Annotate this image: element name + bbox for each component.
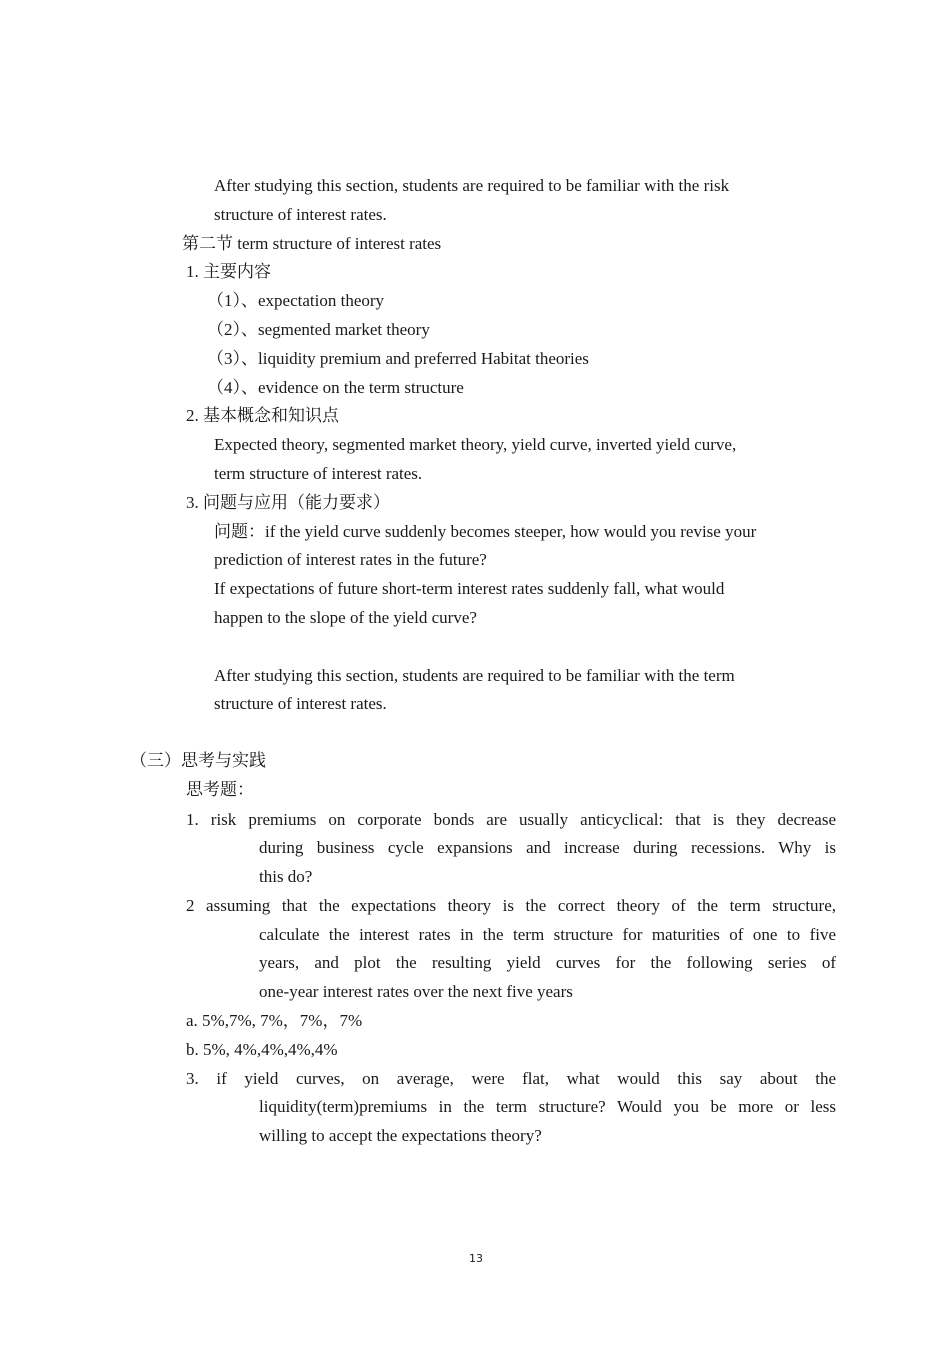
section1-outro-line1: After studying this section, students are required to be familiar with the risk xyxy=(214,176,730,195)
question1-line3: this do? xyxy=(259,867,313,886)
question2-line1: 2 assuming that the expectations theory is the correct theory of the term structure, xyxy=(186,896,836,915)
section2-heading: 第二节 term structure of interest rates xyxy=(182,234,442,253)
question2-line3: years, and plot the resulting yield curves for the following series of xyxy=(259,953,836,972)
question3-line2: liquidity(term)premiums in the term structure? Would you be more or less xyxy=(259,1097,836,1116)
list-item: （2）、segmented market theory xyxy=(207,320,430,339)
section2-outro-line1: After studying this section, students are required to be familiar with the term xyxy=(214,666,735,685)
application-question-line1: 问题：if the yield curve suddenly becomes steeper, how would you revise your xyxy=(214,522,757,541)
question1-line2: during business cycle expansions and increase during recessions. Why is xyxy=(259,838,836,857)
list-item: （3）、liquidity premium and preferred Habitat theories xyxy=(207,349,589,368)
series-a: a. 5%,7%, 7%，7%，7% xyxy=(186,1011,363,1030)
series-b: b. 5%, 4%,4%,4%,4% xyxy=(186,1040,338,1059)
practice-subheading: 思考题： xyxy=(186,780,254,799)
concepts-line2: term structure of interest rates. xyxy=(214,464,423,483)
page-number: 13 xyxy=(469,1252,483,1265)
concepts-label: 2. 基本概念和知识点 xyxy=(186,406,339,425)
question2-line2: calculate the interest rates in the term structure for maturities of one to five xyxy=(259,925,836,944)
application-question-line2: prediction of interest rates in the future? xyxy=(214,550,487,569)
list-item: （1）、expectation theory xyxy=(207,291,385,310)
application-question-line4: happen to the slope of the yield curve? xyxy=(214,608,477,627)
section1-outro-line2: structure of interest rates. xyxy=(214,205,387,224)
question3-line1: 3. if yield curves, on average, were flat, what would this say about the xyxy=(186,1069,836,1088)
list-item: （4）、evidence on the term structure xyxy=(207,378,464,397)
practice-heading: （三）思考与实践 xyxy=(130,751,266,770)
application-label: 3. 问题与应用（能力要求） xyxy=(186,493,390,512)
question2-line4: one-year interest rates over the next five years xyxy=(259,982,573,1001)
question3-line3: willing to accept the expectations theory? xyxy=(259,1126,542,1145)
section2-outro-line2: structure of interest rates. xyxy=(214,694,387,713)
concepts-line1: Expected theory, segmented market theory, yield curve, inverted yield curve, xyxy=(214,435,737,454)
application-question-line3: If expectations of future short-term interest rates suddenly fall, what would xyxy=(214,579,725,598)
main-content-label: 1. 主要内容 xyxy=(186,262,271,281)
question1-line1: 1. risk premiums on corporate bonds are usually anticyclical: that is they decrease xyxy=(186,810,836,829)
